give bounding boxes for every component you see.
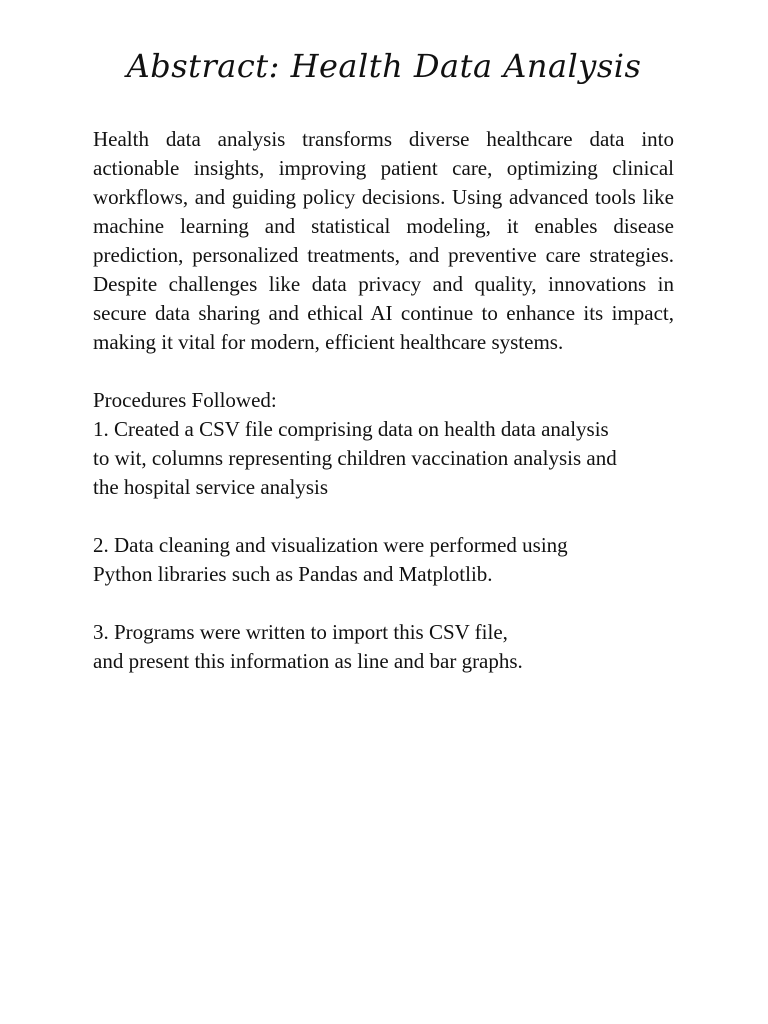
procedure-step-1-line-3: the hospital service analysis bbox=[93, 475, 329, 499]
spacer bbox=[93, 589, 674, 618]
abstract-paragraph: Health data analysis transforms diverse healthcare data into actionable insights, improving patient care, optimizing clinical workflows, and guiding policy decisions. Using advanced tools like machine learning and statistical modeling, it enables disease prediction, personalized treatments, and preventive care strategies. Despite challenges like data privacy and quality, innovations in secure data sharing and ethical AI continue to enhance its impact, making it vital for modern, efficient healthcare systems. bbox=[93, 127, 674, 354]
procedures-section bbox=[93, 386, 674, 676]
page-title: Abstract: Health Data Analysis bbox=[126, 47, 642, 85]
procedure-step-1-line-2: to wit, columns representing children vaccination analysis and bbox=[93, 446, 617, 470]
procedure-step-3-line-1: 3. Programs were written to import this CSV file, bbox=[93, 620, 508, 644]
procedures-heading: Procedures Followed: bbox=[93, 388, 277, 412]
spacer bbox=[93, 502, 674, 531]
procedure-step-1-line-1: 1. Created a CSV file comprising data on health data analysis bbox=[93, 417, 609, 441]
procedure-step-2-line-1: 2. Data cleaning and visualization were performed using bbox=[93, 533, 568, 557]
document-body bbox=[93, 125, 674, 676]
procedure-step-3-line-2: and present this information as line and bar graphs. bbox=[93, 649, 523, 673]
procedure-step-2-line-2: Python libraries such as Pandas and Matplotlib. bbox=[93, 562, 493, 586]
